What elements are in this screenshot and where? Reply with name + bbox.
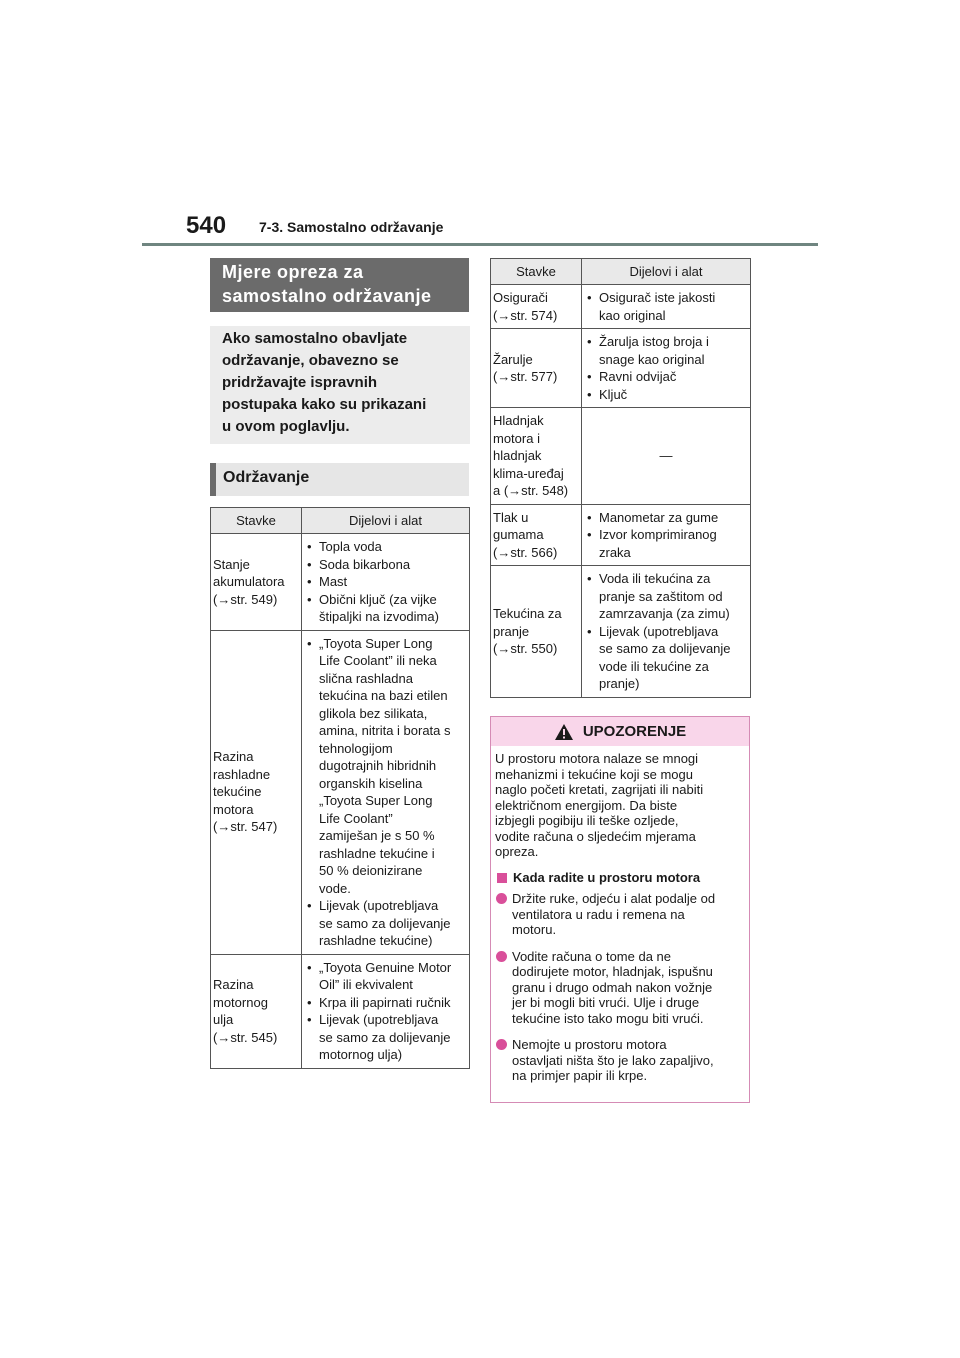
item-cell: Razina rashladne tekućine motora (→str. 547) xyxy=(211,630,302,954)
column-header-parts: Dijelovi i alat xyxy=(582,259,751,285)
title-box-text: Mjere opreza za samostalno održavanje xyxy=(222,262,432,306)
warning-item xyxy=(495,949,745,1027)
warning-body xyxy=(491,746,749,1084)
list-item: • Krpa ili papirnati ručnik xyxy=(304,994,467,1012)
parts-cell xyxy=(302,630,470,954)
title-box xyxy=(210,258,469,312)
list-item: • „Toyota Super Long Life Coolant” ili neka slična rashladna tekućina na bazi etilen glikola bez silikata, amina, nitrita i borata s tehnologijom dugotrajnih hibridnih organskih kiselina „Toyota Super Long Life Coolant” zamiješan je s 50 % rashladne tekućine i 50 % deionizirane vode. xyxy=(304,635,467,898)
warning-title: UPOZORENJE xyxy=(582,723,687,740)
warning-item xyxy=(495,891,745,938)
parts-list xyxy=(584,333,748,403)
intro-text: Ako samostalno obavljate održavanje, obavezno se pridržavajte ispravnih postupaka kako su prikazani u ovom poglavlju. xyxy=(222,330,427,435)
parts-list xyxy=(584,289,748,324)
parts-cell xyxy=(582,285,751,329)
parts-list xyxy=(304,635,467,950)
list-item: • Obični ključ (za vijke štipaljki na izvodima) xyxy=(304,591,467,626)
parts-cell xyxy=(582,504,751,566)
item-cell: Žarulje (→str. 577) xyxy=(491,329,582,408)
parts-list xyxy=(584,570,748,693)
circle-bullet-icon xyxy=(496,951,507,962)
table-row xyxy=(211,534,470,631)
maintenance-table-left xyxy=(210,507,470,1069)
column-header-items: Stavke xyxy=(491,259,582,285)
header-divider xyxy=(142,243,818,246)
list-item: • Žarulja istog broja i snage kao original xyxy=(584,333,748,368)
item-cell: Osigurači (→str. 574) xyxy=(491,285,582,329)
table-row xyxy=(491,408,751,505)
item-cell: Stanje akumulatora (→str. 549) xyxy=(211,534,302,631)
parts-list xyxy=(304,959,467,1064)
circle-bullet-icon xyxy=(496,893,507,904)
item-cell: Tekućina za pranje (→str. 550) xyxy=(491,566,582,698)
warning-item xyxy=(495,1037,745,1084)
list-item: • „Toyota Genuine Motor Oil” ili ekvivalent xyxy=(304,959,467,994)
warning-intro: U prostoru motora nalaze se mnogi mehanizmi i tekućine koji se mogu naglo početi kretati, zagrijati ili nabiti električnom energijom. Da biste izbjegli pogibiju ili teške ozljede, vodite računa o sljedećim mjerama opreza. xyxy=(495,751,704,859)
warning-item-text: Vodite računa o tome da ne dodirujete motor, hladnjak, ispušnu granu i drugo odmah nakon vožnje jer bi mogli biti vrući. Ulje i druge tekućine isto tako mogu biti vrući. xyxy=(512,948,713,1026)
column-header-items: Stavke xyxy=(211,508,302,534)
warning-item-text: Držite ruke, odjeću i alat podalje od ventilatora u radu i remena na motoru. xyxy=(512,891,716,937)
warning-subheading-text: Kada radite u prostoru motora xyxy=(513,869,701,885)
item-cell: Hladnjak motora i hladnjak klima-uređaj a (→str. 548) xyxy=(491,408,582,505)
warning-subheading xyxy=(495,870,745,886)
parts-cell xyxy=(302,954,470,1068)
list-item: • Topla voda xyxy=(304,538,467,556)
item-cell: Razina motornog ulja (→str. 545) xyxy=(211,954,302,1068)
table-row xyxy=(491,285,751,329)
warning-header xyxy=(491,717,749,746)
page-number: 540 xyxy=(186,212,227,239)
list-item: • Manometar za gume xyxy=(584,509,748,527)
list-item: • Izvor komprimiranog zraka xyxy=(584,526,748,561)
list-item: • Mast xyxy=(304,573,467,591)
circle-bullet-icon xyxy=(496,1039,507,1050)
section-header: 7-3. Samostalno održavanje xyxy=(259,219,444,235)
list-item: • Soda bikarbona xyxy=(304,556,467,574)
table-row xyxy=(491,504,751,566)
parts-list xyxy=(304,538,467,626)
column-header-parts: Dijelovi i alat xyxy=(302,508,470,534)
table-row xyxy=(491,329,751,408)
list-item: • Voda ili tekućina za pranje sa zaštitom od zamrzavanja (za zimu) xyxy=(584,570,748,623)
table-row xyxy=(211,630,470,954)
parts-cell xyxy=(582,329,751,408)
square-bullet-icon xyxy=(497,873,507,883)
parts-cell xyxy=(582,566,751,698)
warning-box xyxy=(490,716,750,1103)
parts-cell-empty: — xyxy=(582,408,751,505)
intro-box xyxy=(210,326,470,444)
parts-list xyxy=(584,509,748,562)
warning-item-text: Nemojte u prostoru motora ostavljati ništa što je lako zapaljivo, na primjer papir ili krpe. xyxy=(512,1037,714,1083)
item-cell: Tlak u gumama (→str. 566) xyxy=(491,504,582,566)
warning-triangle-icon xyxy=(554,723,574,741)
table-row xyxy=(491,566,751,698)
list-item: • Ključ xyxy=(584,386,748,404)
list-item: • Ravni odvijač xyxy=(584,368,748,386)
maintenance-table-right xyxy=(490,258,751,698)
parts-cell xyxy=(302,534,470,631)
list-item: • Osigurač iste jakosti kao original xyxy=(584,289,748,324)
list-item: • Lijevak (upotrebljava se samo za dolijevanje motornog ulja) xyxy=(304,1011,467,1064)
list-item: • Lijevak (upotrebljava se samo za dolijevanje rashladne tekućine) xyxy=(304,897,467,950)
table-row xyxy=(211,954,470,1068)
maintenance-subheading: Održavanje xyxy=(210,463,469,496)
list-item: • Lijevak (upotrebljava se samo za dolijevanje vode ili tekućine za pranje) xyxy=(584,623,748,693)
